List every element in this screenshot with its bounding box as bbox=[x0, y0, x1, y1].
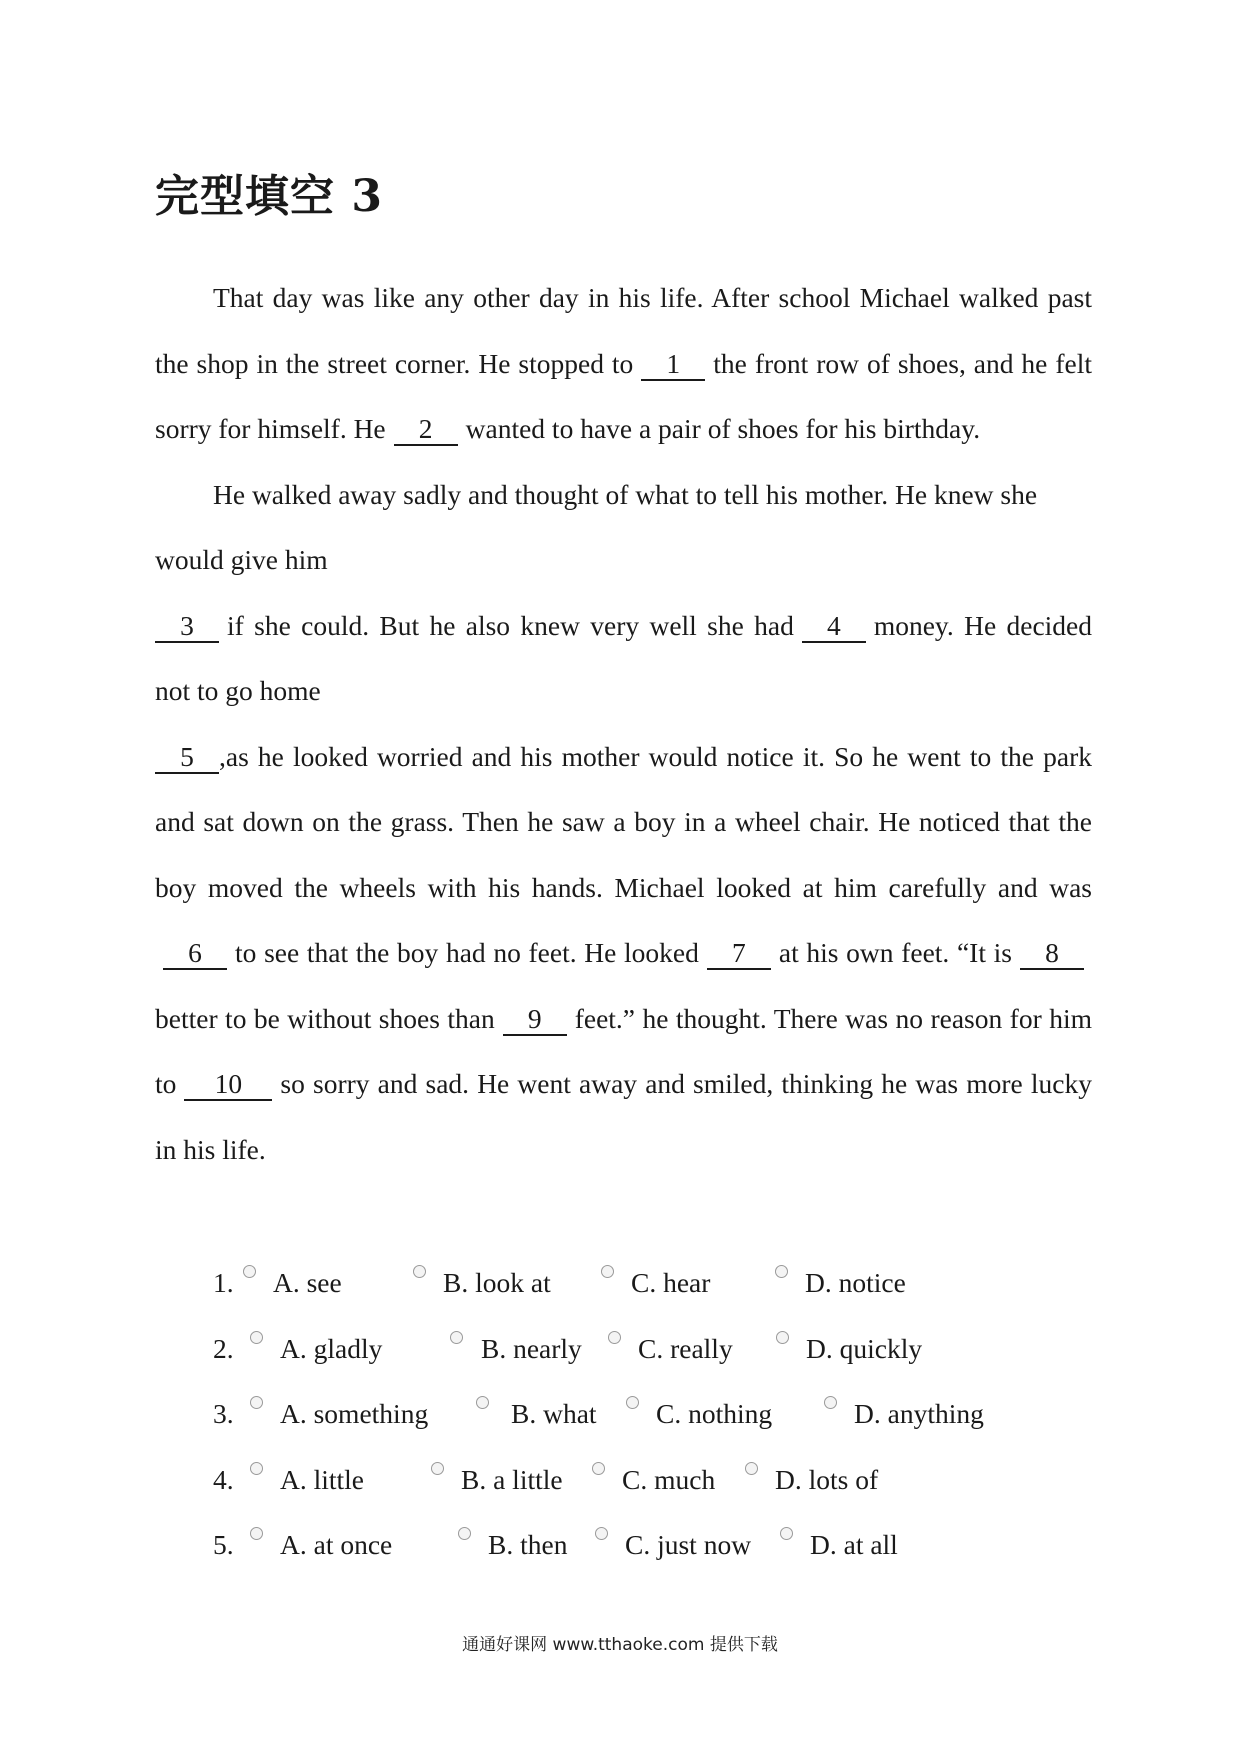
question-row bbox=[213, 1316, 1092, 1382]
option-label[interactable]: D. notice bbox=[805, 1267, 906, 1298]
radio-button[interactable] bbox=[476, 1396, 489, 1409]
cloze-passage bbox=[155, 265, 1092, 1182]
radio-button[interactable] bbox=[450, 1331, 463, 1344]
question-number: 1. bbox=[213, 1267, 234, 1298]
passage-text: That day was like any other day in his life. After school Michael walked past the shop in the street corner. He stopped to bbox=[155, 282, 1092, 379]
blank-8: 8 bbox=[1020, 938, 1084, 970]
option-label[interactable]: A. little bbox=[280, 1463, 365, 1495]
passage-text: ,as he looked worried and his mother would notice it. So he went to the park and sat down on the grass. Then he saw a boy in a wheel chair. He noticed that the boy moved the wheels with his hands. Michael looked at him carefully and was bbox=[155, 740, 1092, 903]
blank-10: 10 bbox=[184, 1069, 272, 1101]
passage-text: feet.” he thought. There was no reason for him to bbox=[155, 1002, 1092, 1099]
blank-7: 7 bbox=[707, 938, 771, 970]
question-number: 3. bbox=[213, 1398, 234, 1429]
question-number: 2. bbox=[213, 1332, 234, 1364]
passage-text: He walked away sadly and thought of what to tell his mother. He knew she would give him bbox=[155, 478, 1038, 575]
radio-button[interactable] bbox=[431, 1462, 444, 1475]
passage-text: at his own feet. “It is bbox=[778, 937, 1013, 968]
blank-5: 5 bbox=[155, 742, 219, 774]
option-label[interactable]: B. then bbox=[488, 1529, 568, 1560]
passage-text: to see that the boy had no feet. He looked bbox=[235, 937, 699, 968]
paragraph-2 bbox=[155, 462, 1092, 593]
passage-text: better to be without shoes than bbox=[155, 1002, 495, 1034]
option-label[interactable]: D. lots of bbox=[775, 1463, 879, 1495]
blank-6: 6 bbox=[163, 938, 227, 970]
radio-button[interactable] bbox=[243, 1265, 256, 1278]
radio-button[interactable] bbox=[601, 1265, 614, 1278]
option-label[interactable]: C. really bbox=[638, 1332, 733, 1364]
option-label[interactable]: C. nothing bbox=[656, 1398, 773, 1429]
blank-3: 3 bbox=[155, 611, 219, 643]
radio-button[interactable] bbox=[608, 1331, 621, 1344]
question-row bbox=[213, 1447, 1092, 1513]
question-row bbox=[213, 1250, 1092, 1316]
radio-button[interactable] bbox=[745, 1462, 758, 1475]
radio-button[interactable] bbox=[250, 1462, 263, 1475]
option-label[interactable]: B. nearly bbox=[481, 1332, 582, 1364]
question-row bbox=[213, 1381, 1092, 1447]
footer-source: 通通好课网 www.tthaoke.com 提供下载 bbox=[462, 1635, 778, 1655]
passage-text: wanted to have a pair of shoes for his birthday. bbox=[465, 413, 981, 444]
blank-2: 2 bbox=[394, 414, 458, 446]
question-number: 5. bbox=[213, 1529, 234, 1560]
radio-button[interactable] bbox=[250, 1527, 263, 1540]
radio-button[interactable] bbox=[413, 1265, 426, 1278]
page-title: 完型填空 3 bbox=[155, 171, 383, 222]
blank-9: 9 bbox=[503, 1004, 567, 1036]
radio-button[interactable] bbox=[780, 1527, 793, 1540]
option-label[interactable]: C. much bbox=[622, 1463, 716, 1495]
blank-1: 1 bbox=[641, 349, 705, 381]
option-label[interactable]: A. at once bbox=[280, 1529, 393, 1560]
passage-text: the front row of shoes, and he felt sorry for himself. He bbox=[155, 347, 1092, 444]
option-label[interactable]: C. hear bbox=[631, 1267, 711, 1298]
passage-text: so sorry and sad. He went away and smiled, thinking he was more lucky in his life. bbox=[155, 1068, 1092, 1165]
option-label[interactable]: A. see bbox=[273, 1267, 342, 1298]
option-label[interactable]: B. a little bbox=[461, 1463, 563, 1495]
radio-button[interactable] bbox=[250, 1396, 263, 1409]
radio-button[interactable] bbox=[595, 1527, 608, 1540]
passage-text: if she could. But he also knew very well she had bbox=[227, 609, 794, 641]
option-label[interactable]: D. at all bbox=[810, 1529, 898, 1560]
option-label[interactable]: B. what bbox=[511, 1398, 597, 1429]
option-label[interactable]: D. quickly bbox=[806, 1332, 923, 1364]
answer-options bbox=[213, 1250, 1092, 1578]
option-label[interactable]: A. something bbox=[280, 1398, 429, 1429]
paragraph-1 bbox=[155, 265, 1092, 462]
radio-button[interactable] bbox=[775, 1265, 788, 1278]
radio-button[interactable] bbox=[776, 1331, 789, 1344]
radio-button[interactable] bbox=[592, 1462, 605, 1475]
option-label[interactable]: D. anything bbox=[854, 1398, 984, 1429]
passage-text: money. He decided not to go home bbox=[155, 609, 1092, 706]
option-label[interactable]: B. look at bbox=[443, 1267, 551, 1298]
blank-4: 4 bbox=[802, 611, 866, 643]
radio-button[interactable] bbox=[458, 1527, 471, 1540]
radio-button[interactable] bbox=[250, 1331, 263, 1344]
radio-button[interactable] bbox=[626, 1396, 639, 1409]
paragraph-4 bbox=[155, 724, 1092, 1183]
option-label[interactable]: A. gladly bbox=[280, 1332, 383, 1364]
paragraph-3 bbox=[155, 593, 1092, 724]
radio-button[interactable] bbox=[824, 1396, 837, 1409]
option-label[interactable]: C. just now bbox=[625, 1529, 752, 1560]
question-number: 4. bbox=[213, 1463, 234, 1495]
question-row bbox=[213, 1512, 1092, 1578]
